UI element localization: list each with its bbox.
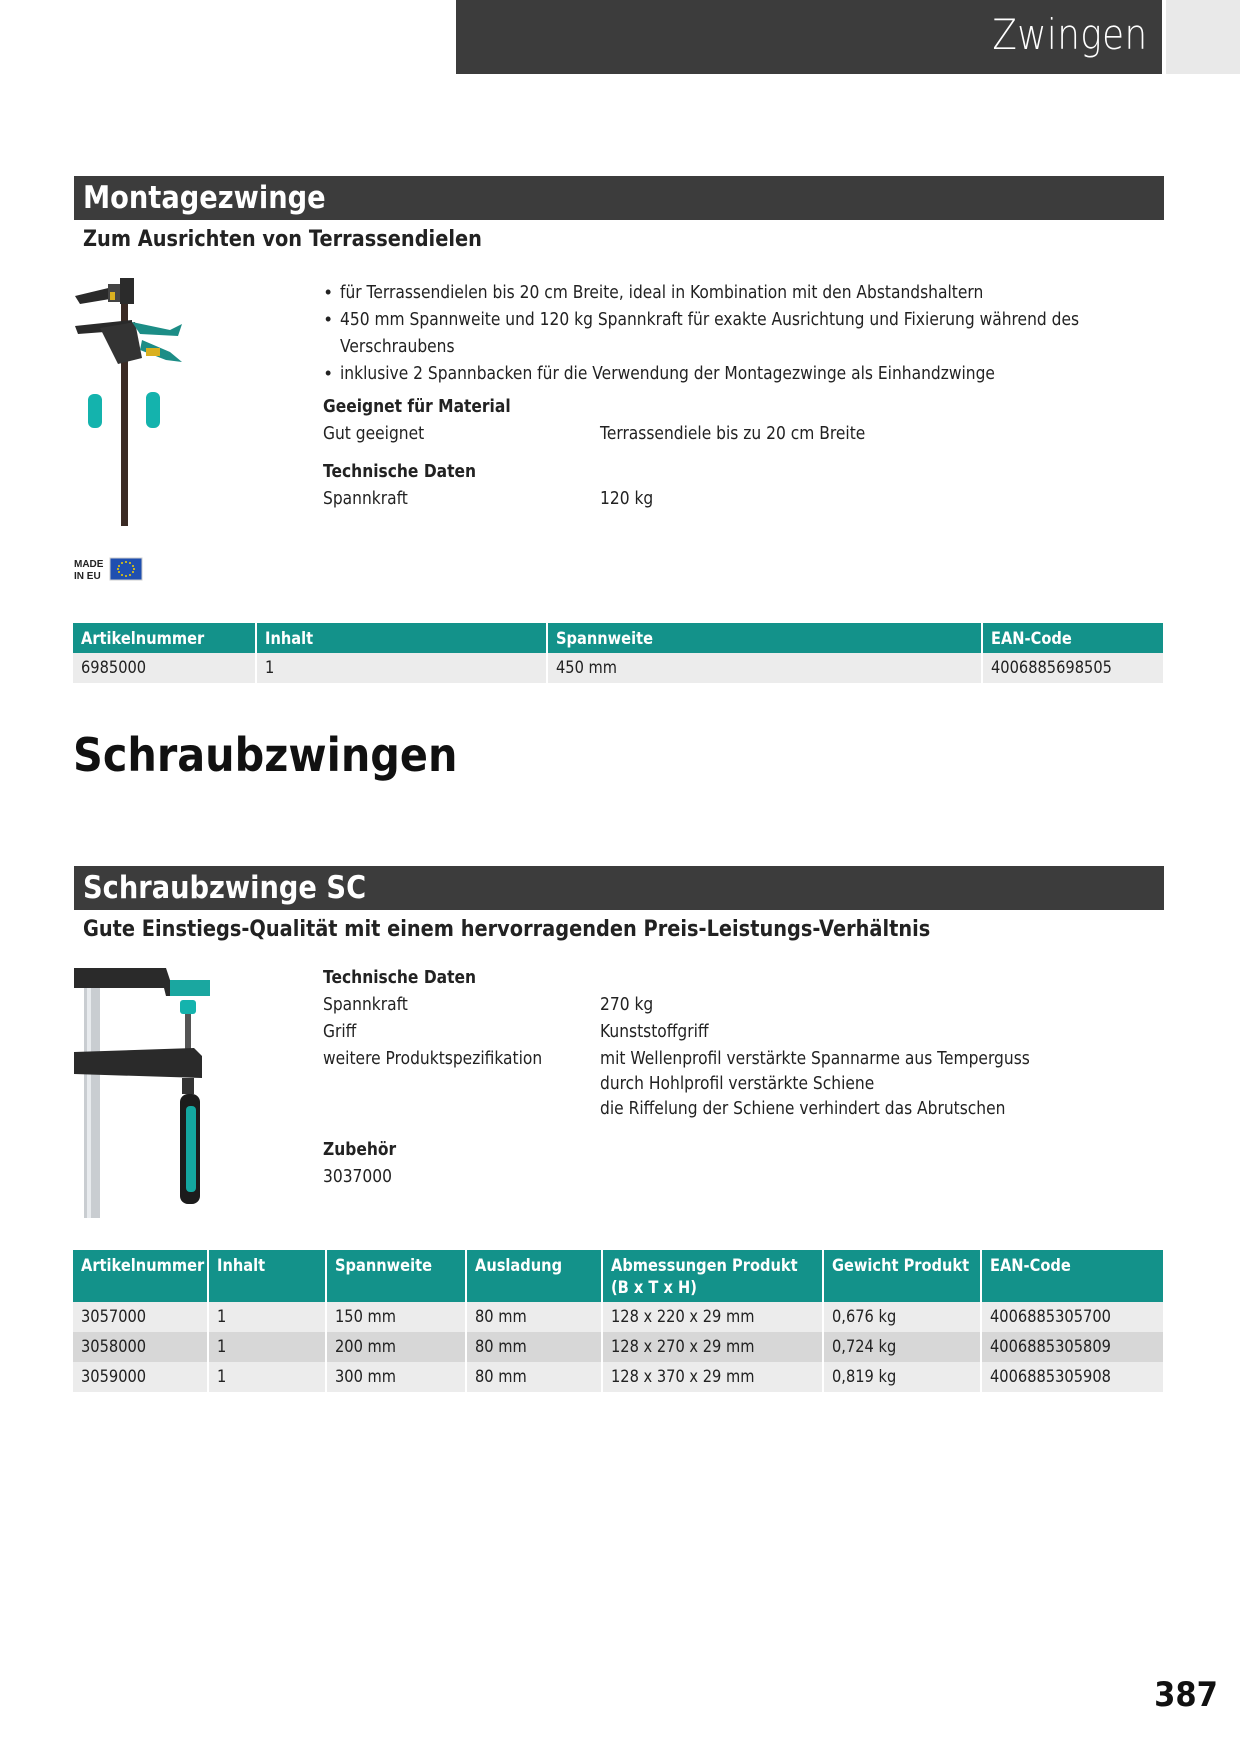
feature-item bbox=[322, 360, 1142, 387]
col-header-artikelnummer: Artikelnummer bbox=[73, 623, 256, 653]
cell-spannweite: 300 mm bbox=[326, 1362, 466, 1392]
feature-list bbox=[322, 279, 1142, 387]
cell-artikelnummer: 3058000 bbox=[73, 1332, 208, 1362]
tech-value-spezifikation-3: die Riffelung der Schiene verhindert das Abrutschen bbox=[600, 1098, 1006, 1119]
section-title: Schraubzwinge SC bbox=[83, 870, 367, 906]
col-header-spannweite: Spannweite bbox=[547, 623, 982, 653]
cell-abmessungen: 128 x 370 x 29 mm bbox=[602, 1362, 823, 1392]
cell-ean: 4006885305809 bbox=[981, 1332, 1163, 1362]
feature-text: inklusive 2 Spannbacken für die Verwendung der Montagezwinge als Einhandzwinge bbox=[340, 363, 995, 384]
col-header-abmessungen: Abmessungen Produkt (B x T x H) bbox=[602, 1250, 823, 1302]
feature-item bbox=[322, 279, 1142, 306]
tech-label-griff: Griff bbox=[323, 1021, 357, 1042]
cell-abmessungen: 128 x 220 x 29 mm bbox=[602, 1302, 823, 1332]
cell-artikelnummer: 3057000 bbox=[73, 1302, 208, 1332]
material-heading: Geeignet für Material bbox=[323, 396, 511, 417]
badge-line2: IN EU bbox=[74, 571, 101, 582]
cell-gewicht: 0,819 kg bbox=[823, 1362, 981, 1392]
cell-artikelnummer: 3059000 bbox=[73, 1362, 208, 1392]
cell-inhalt: 1 bbox=[208, 1332, 326, 1362]
material-label: Gut geeignet bbox=[323, 423, 425, 444]
section-title-bar-montagezwinge bbox=[74, 176, 1164, 220]
made-in-eu-badge bbox=[74, 556, 144, 582]
col-header-ausladung: Ausladung bbox=[466, 1250, 602, 1302]
table-row bbox=[73, 1332, 1163, 1362]
col-header-ean: EAN-Code bbox=[982, 623, 1163, 653]
col-header-artikelnummer: Artikelnummer bbox=[73, 1250, 208, 1302]
section-title-bar-schraubzwinge bbox=[74, 866, 1164, 910]
cell-abmessungen: 128 x 270 x 29 mm bbox=[602, 1332, 823, 1362]
tech-label-spannkraft: Spannkraft bbox=[323, 994, 408, 1015]
cell-spannweite: 150 mm bbox=[326, 1302, 466, 1332]
montagezwinge-product-image bbox=[70, 270, 185, 530]
col-header-inhalt: Inhalt bbox=[208, 1250, 326, 1302]
feature-text: für Terrassendielen bis 20 cm Breite, ideal in Kombination mit den Abstandshaltern bbox=[340, 282, 984, 303]
feature-item bbox=[322, 306, 1142, 360]
page-number: 387 bbox=[1154, 1675, 1218, 1715]
tech-value-spezifikation-1: mit Wellenprofil verstärkte Spannarme aus Temperguss bbox=[600, 1048, 1030, 1069]
cell-ean: 4006885305700 bbox=[981, 1302, 1163, 1332]
table-header-row bbox=[73, 1250, 1163, 1302]
col-header-ean: EAN-Code bbox=[981, 1250, 1163, 1302]
cell-inhalt: 1 bbox=[208, 1362, 326, 1392]
tech-label-spezifikation: weitere Produktspezifikation bbox=[323, 1048, 543, 1069]
badge-line1: MADE bbox=[74, 559, 104, 570]
cell-spannweite: 450 mm bbox=[547, 653, 982, 683]
section-subtitle: Zum Ausrichten von Terrassendielen bbox=[83, 227, 482, 252]
col-header-abmessungen-unit: (B x T x H) bbox=[611, 1278, 697, 1298]
col-header-inhalt: Inhalt bbox=[256, 623, 547, 653]
cell-gewicht: 0,724 kg bbox=[823, 1332, 981, 1362]
chapter-title: Zwingen bbox=[992, 10, 1148, 59]
tech-value-spannkraft: 120 kg bbox=[600, 488, 654, 509]
cell-ean: 4006885698505 bbox=[982, 653, 1163, 683]
chapter-header-bar bbox=[456, 0, 1162, 74]
feature-text-continued: Verschraubens bbox=[340, 336, 455, 357]
table-row bbox=[73, 1362, 1163, 1392]
montagezwinge-table bbox=[73, 623, 1163, 683]
accessory-value: 3037000 bbox=[323, 1166, 392, 1187]
cell-ausladung: 80 mm bbox=[466, 1362, 602, 1392]
schraubzwinge-product-image bbox=[74, 966, 224, 1220]
chapter-tab bbox=[1166, 0, 1240, 74]
schraubzwinge-table bbox=[73, 1250, 1163, 1392]
cell-gewicht: 0,676 kg bbox=[823, 1302, 981, 1332]
tech-value-spezifikation-2: durch Hohlprofil verstärkte Schiene bbox=[600, 1073, 875, 1094]
tech-value-spannkraft: 270 kg bbox=[600, 994, 654, 1015]
feature-text: 450 mm Spannweite und 120 kg Spannkraft für exakte Ausrichtung und Fixierung während des bbox=[340, 309, 1080, 330]
cell-ean: 4006885305908 bbox=[981, 1362, 1163, 1392]
col-header-gewicht: Gewicht Produkt bbox=[823, 1250, 981, 1302]
tech-data-heading: Technische Daten bbox=[323, 461, 477, 482]
material-value: Terrassendiele bis zu 20 cm Breite bbox=[600, 423, 866, 444]
accessory-heading: Zubehör bbox=[323, 1139, 397, 1160]
category-title: Schraubzwingen bbox=[73, 728, 458, 782]
tech-value-griff: Kunststoffgriff bbox=[600, 1021, 709, 1042]
tech-label-spannkraft: Spannkraft bbox=[323, 488, 408, 509]
cell-ausladung: 80 mm bbox=[466, 1302, 602, 1332]
tech-data-heading: Technische Daten bbox=[323, 967, 477, 988]
section-title: Montagezwinge bbox=[83, 180, 326, 216]
cell-inhalt: 1 bbox=[256, 653, 547, 683]
cell-artikelnummer: 6985000 bbox=[73, 653, 256, 683]
cell-ausladung: 80 mm bbox=[466, 1332, 602, 1362]
table-row bbox=[73, 1302, 1163, 1332]
section-subtitle: Gute Einstiegs-Qualität mit einem hervorragenden Preis-Leistungs-Verhältnis bbox=[83, 917, 931, 942]
cell-spannweite: 200 mm bbox=[326, 1332, 466, 1362]
col-header-spannweite: Spannweite bbox=[326, 1250, 466, 1302]
table-row bbox=[73, 653, 1163, 683]
table-header-row bbox=[73, 623, 1163, 653]
cell-inhalt: 1 bbox=[208, 1302, 326, 1332]
